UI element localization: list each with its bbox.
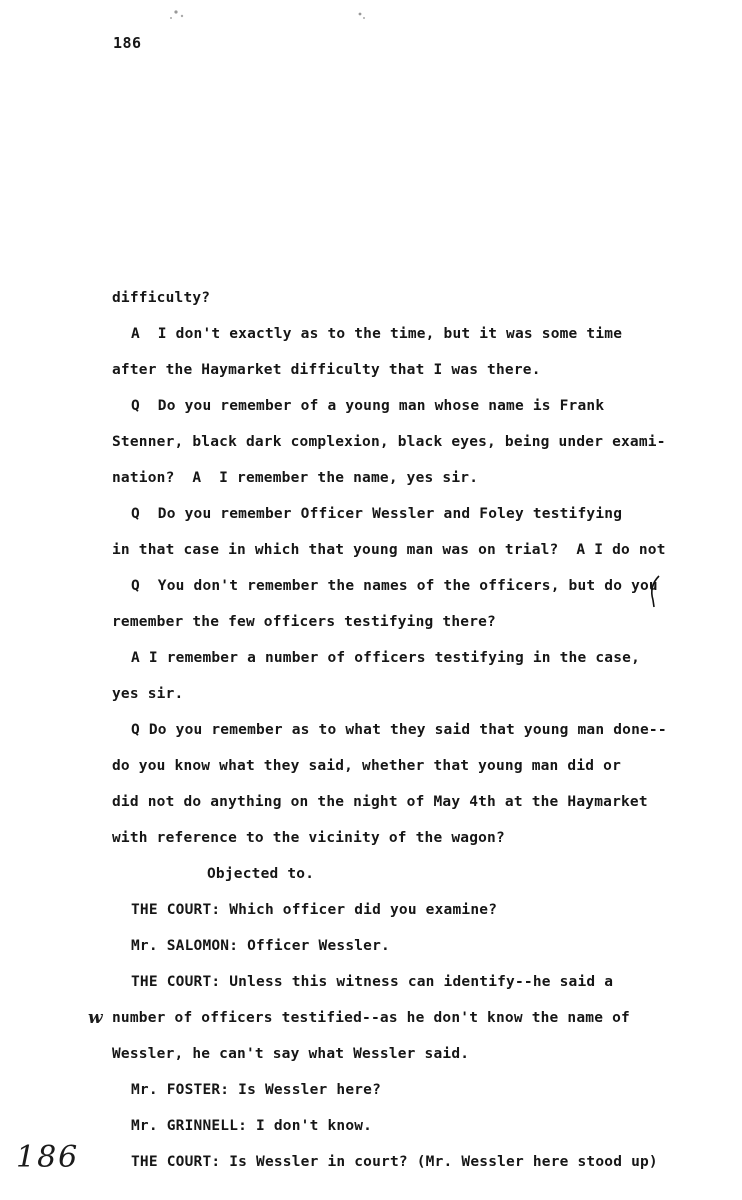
text-line: Wessler, he can't say what Wessler said.: [112, 1046, 470, 1062]
text-line: Q You don't remember the names of the officers, but do you: [131, 578, 658, 594]
text-line: Q Do you remember of a young man whose name is Frank: [131, 398, 605, 414]
text-line: remember the few officers testifying there?: [112, 614, 496, 630]
text-line: THE COURT: Unless this witness can identify--he said a: [131, 974, 614, 990]
margin-mark: w: [88, 1008, 103, 1028]
text-line: with reference to the vicinity of the wagon?: [112, 830, 505, 846]
text-line: THE COURT: Which officer did you examine?: [131, 902, 498, 918]
text-line: in that case in which that young man was on trial? A I do not: [112, 542, 666, 558]
text-line: Stenner, black dark complexion, black eyes, being under exami-: [112, 434, 666, 450]
text-line: do you know what they said, whether that young man did or: [112, 758, 621, 774]
handwritten-page-number: 186: [16, 1140, 80, 1175]
text-line: did not do anything on the night of May 4th at the Haymarket: [112, 794, 648, 810]
text-line: Mr. FOSTER: Is Wessler here?: [131, 1082, 382, 1098]
text-line: after the Haymarket difficulty that I was there.: [112, 362, 541, 378]
pen-correction-mark: [645, 574, 665, 608]
text-line: Mr. SALOMON: Officer Wessler.: [131, 938, 390, 954]
text-line: Objected to.: [207, 866, 315, 882]
text-line: THE COURT: Is Wessler in court? (Mr. Wessler here stood up): [131, 1154, 658, 1170]
text-line: difficulty?: [112, 290, 211, 306]
text-line: A I don't exactly as to the time, but it was some time: [131, 326, 623, 342]
text-line: nation? A I remember the name, yes sir.: [112, 470, 479, 486]
text-line: Q Do you remember Officer Wessler and Foley testifying: [131, 506, 623, 522]
text-line: Q Do you remember as to what they said that young man done--: [131, 722, 667, 738]
text-line: A I remember a number of officers testifying in the case,: [131, 650, 640, 666]
text-line: yes sir.: [112, 686, 184, 702]
text-line: Mr. GRINNELL: I don't know.: [131, 1118, 373, 1134]
text-line: number of officers testified--as he don't know the name of: [112, 1010, 630, 1026]
page-number: 186: [113, 34, 142, 52]
